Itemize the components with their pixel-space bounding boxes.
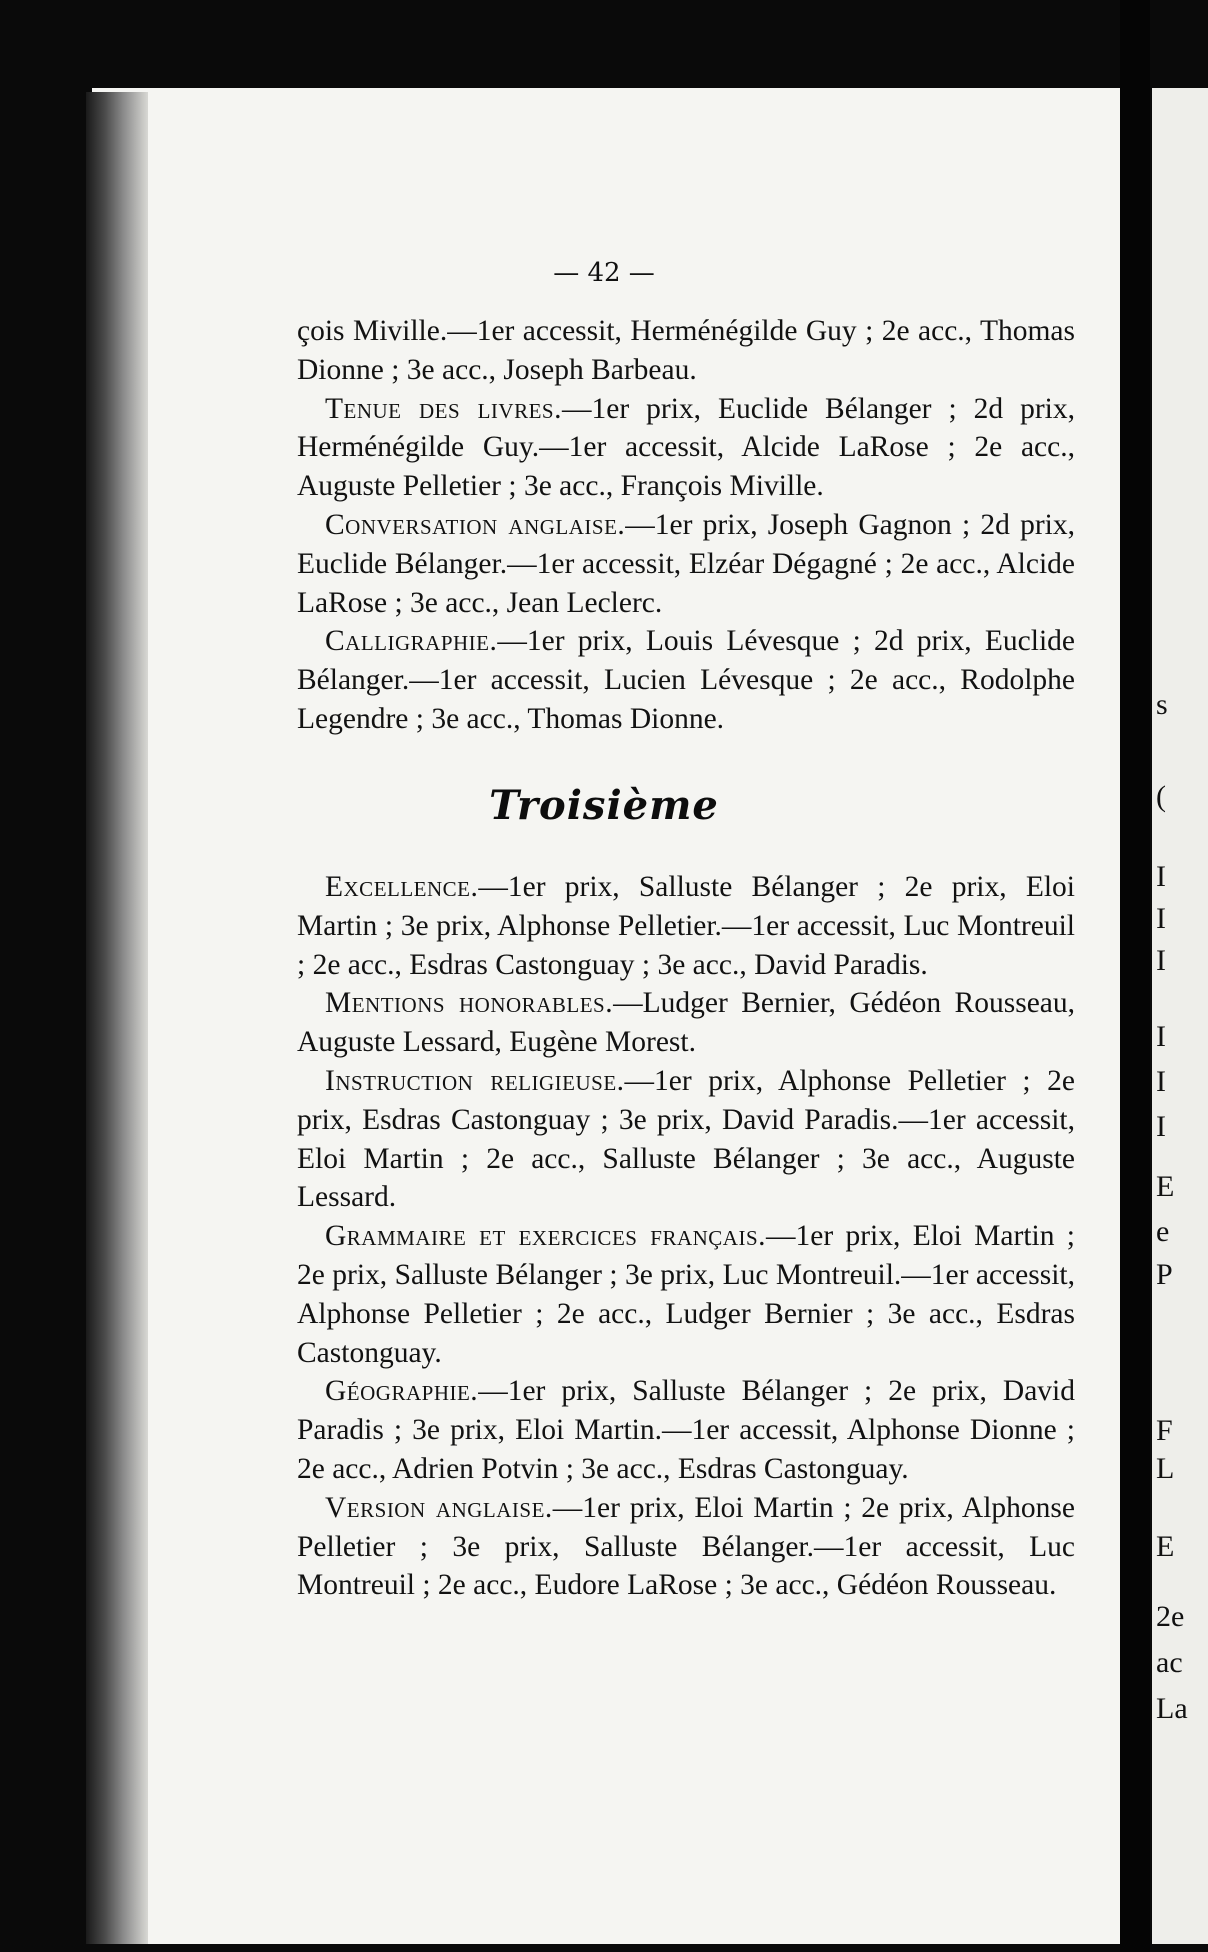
adjacent-page-fragment: I bbox=[1156, 902, 1166, 935]
text-block-lower bbox=[297, 868, 1075, 1605]
adjacent-page-fragment: s bbox=[1156, 688, 1168, 721]
prize-list-text: —1er prix, Eloi Martin ; 2e prix, Alphonse Pelletier ; 3e prix, Salluste Bélanger.—1er accessit, Luc Montreuil ; 2e acc., Eudore LaRose ; 3e acc., Gédéon Rousseau. bbox=[297, 1491, 1075, 1602]
prize-list-text: —1er prix, Eloi Martin ; 2e prix, Salluste Bélanger ; 3e prix, Luc Montreuil.—1er accessit, Alphonse Pelletier ; 2e acc., Ludger Bernier ; 3e acc., Esdras Castonguay. bbox=[297, 1220, 1075, 1369]
adjacent-page-fragment: I bbox=[1156, 944, 1166, 977]
subject-heading: Version anglaise. bbox=[325, 1491, 553, 1524]
prize-paragraph bbox=[297, 506, 1075, 622]
subject-heading: Excellence. bbox=[325, 871, 479, 903]
subject-heading: Instruction religieuse. bbox=[325, 1064, 625, 1097]
prize-list-text: —Ludger Bernier, Gédéon Rousseau, Auguste Lessard, Eugène Morest. bbox=[297, 987, 1075, 1059]
section-heading: Troisième bbox=[489, 782, 719, 829]
adjacent-page-fragment: ac bbox=[1156, 1646, 1183, 1679]
adjacent-page-fragment: ( bbox=[1156, 780, 1166, 813]
page-gutter-shadow bbox=[86, 92, 148, 1944]
subject-heading: Grammaire et exercices français. bbox=[325, 1220, 766, 1253]
prize-list-text: —1er prix, Euclide Bélanger ; 2d prix, Herménégilde Guy.—1er accessit, Alcide LaRose ; 2e acc., Auguste Pelletier ; 3e acc., François Miville. bbox=[297, 392, 1075, 503]
adjacent-page-fragment: 2e bbox=[1156, 1600, 1185, 1633]
adjacent-page-fragment: F bbox=[1156, 1414, 1173, 1447]
text-block-upper bbox=[297, 312, 1075, 739]
prize-paragraph bbox=[297, 622, 1075, 738]
prize-paragraph bbox=[297, 312, 1075, 390]
prize-list-text: —1er prix, Joseph Gagnon ; 2d prix, Euclide Bélanger.—1er accessit, Elzéar Dégagné ; 2e acc., Alcide LaRose ; 3e acc., Jean Leclerc. bbox=[297, 508, 1076, 619]
prize-list-text: —1er prix, Alphonse Pelletier ; 2e prix, Esdras Castonguay ; 3e prix, David Paradis.—1er accessit, Eloi Martin ; 2e acc., Salluste Bélanger ; 3e acc., Auguste Lessard. bbox=[297, 1064, 1075, 1214]
prize-paragraph bbox=[297, 390, 1075, 506]
page-edge-shadow bbox=[1120, 0, 1150, 1952]
prize-list-text: —1er prix, Salluste Bélanger ; 2e prix, Eloi Martin ; 3e prix, Alphonse Pelletier.—1er accessit, Luc Montreuil ; 2e acc., Esdras Castonguay ; 3e acc., David Paradis. bbox=[297, 871, 1075, 981]
adjacent-page-fragment: E bbox=[1156, 1530, 1175, 1563]
prize-list-text: çois Miville.—1er accessit, Herménégilde Guy ; 2e acc., Thomas Dionne ; 3e acc., Joseph Barbeau. bbox=[297, 315, 1075, 386]
prize-paragraph bbox=[297, 1217, 1075, 1372]
prize-paragraph bbox=[297, 1062, 1075, 1217]
prize-paragraph bbox=[297, 1489, 1075, 1605]
adjacent-page-strip bbox=[1152, 88, 1208, 1944]
subject-heading: Géographie. bbox=[325, 1375, 479, 1408]
adjacent-page-fragment: L bbox=[1156, 1452, 1175, 1485]
adjacent-page-fragment: E bbox=[1156, 1170, 1175, 1203]
adjacent-page-fragment: La bbox=[1156, 1692, 1188, 1725]
adjacent-page-fragment: I bbox=[1156, 1110, 1166, 1143]
subject-heading: Conversation anglaise. bbox=[325, 508, 626, 541]
adjacent-page-fragment: I bbox=[1156, 1065, 1166, 1098]
page-number: — 42 — bbox=[553, 258, 655, 288]
subject-heading: Tenue des livres. bbox=[325, 392, 562, 425]
subject-heading: Mentions honorables. bbox=[325, 987, 614, 1020]
prize-list-text: —1er prix, Louis Lévesque ; 2d prix, Euclide Bélanger.—1er accessit, Lucien Lévesque ; 2e acc., Rodolphe Legendre ; 3e acc., Thomas Dionne. bbox=[297, 625, 1075, 735]
adjacent-page-fragment: I bbox=[1156, 860, 1166, 893]
adjacent-page-fragment: P bbox=[1156, 1258, 1173, 1291]
prize-paragraph bbox=[297, 984, 1075, 1062]
subject-heading: Calligraphie. bbox=[325, 625, 498, 658]
adjacent-page-fragment: I bbox=[1156, 1020, 1166, 1053]
prize-list-text: —1er prix, Salluste Bélanger ; 2e prix, David Paradis ; 3e prix, Eloi Martin.—1er accessit, Alphonse Dionne ; 2e acc., Adrien Potvin ; 3e acc., Esdras Castonguay. bbox=[297, 1375, 1075, 1485]
prize-paragraph bbox=[297, 868, 1075, 984]
prize-paragraph bbox=[297, 1372, 1075, 1488]
adjacent-page-fragment: e bbox=[1156, 1215, 1170, 1248]
